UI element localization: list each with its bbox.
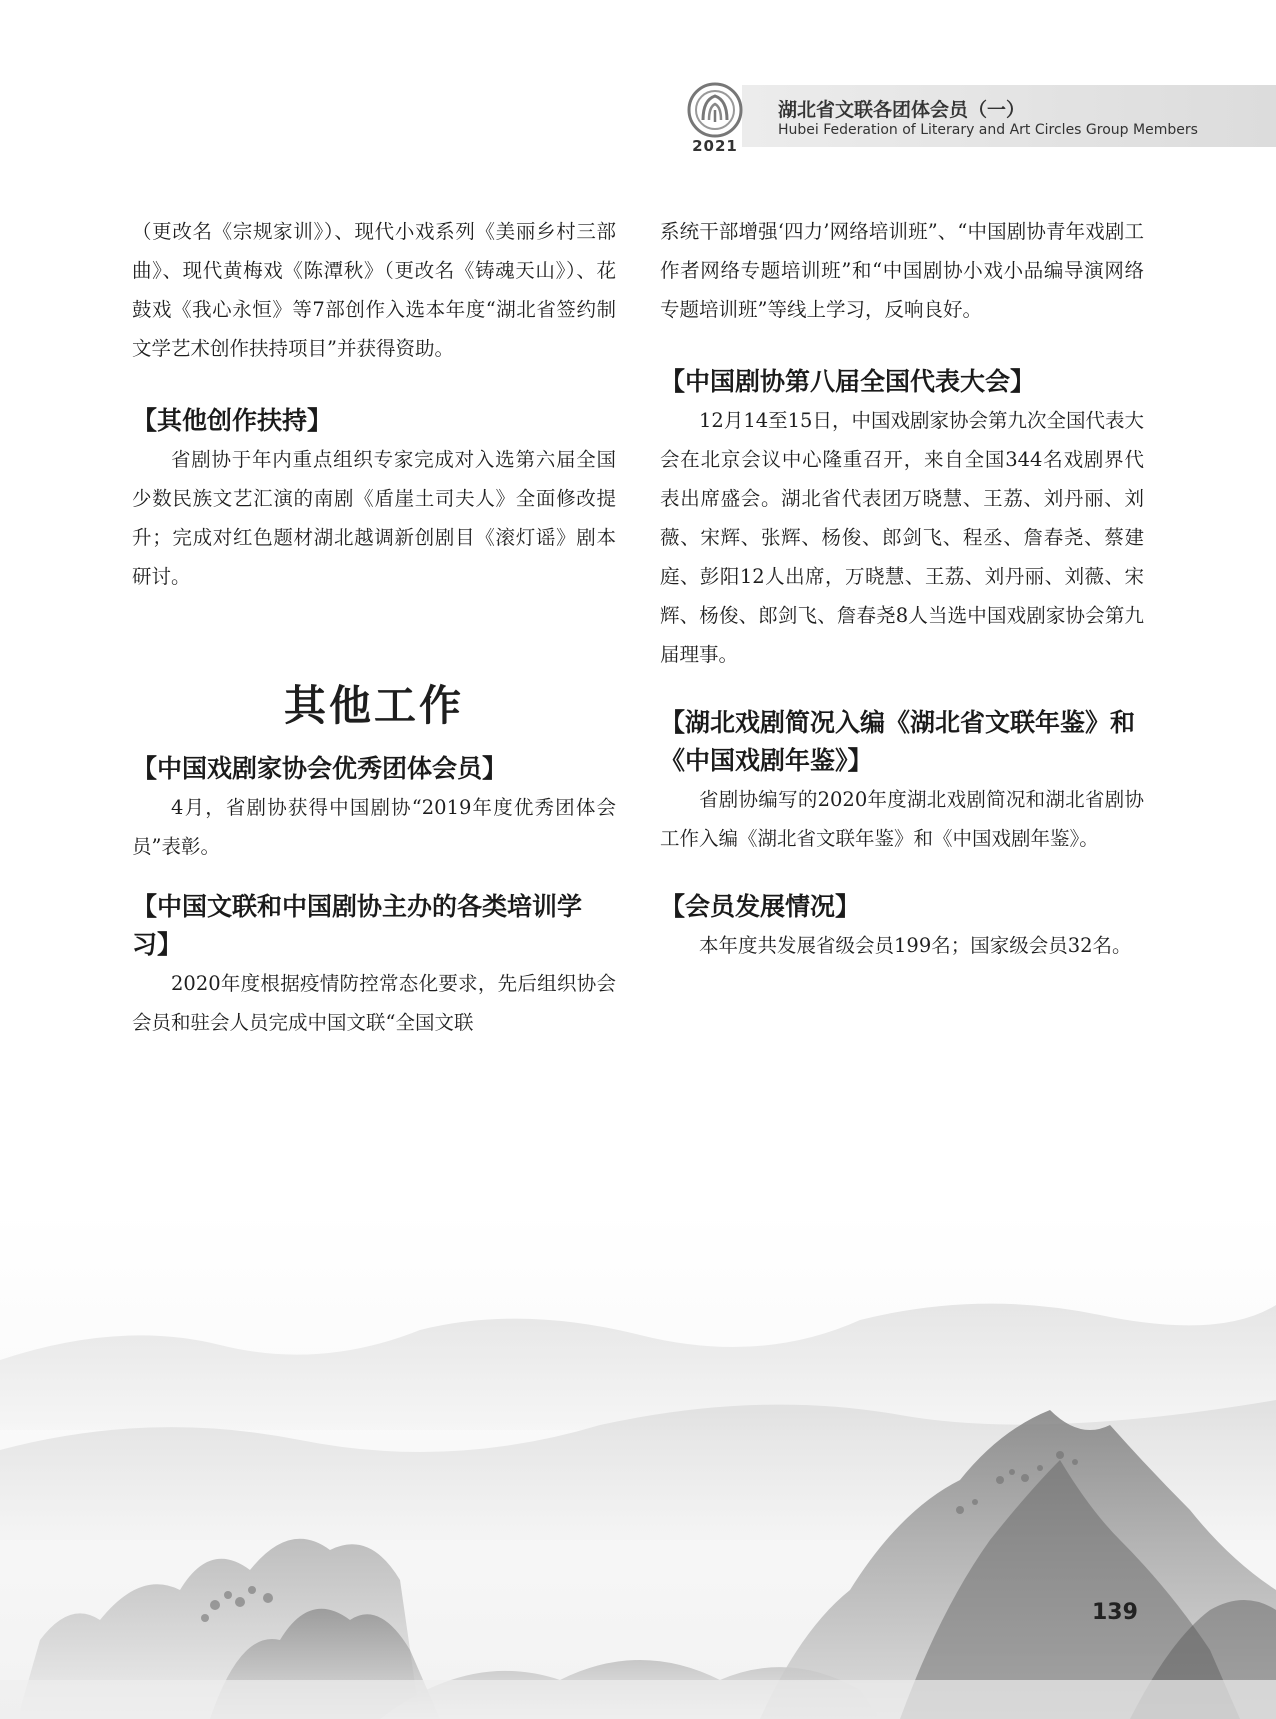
header-title: 湖北省文联各团体会员（一）: [778, 99, 1026, 121]
paragraph-continued: （更改名《宗规家训》）、现代小戏系列《美丽乡村三部曲》、现代黄梅戏《陈潭秋》（更改名《铸魂天山》）、花鼓戏《我心永恒》等7部创作入选本年度“湖北省签约制文学艺术创作扶持项目”并获得资助。: [132, 220, 616, 360]
heading-excellent-member: 【中国戏剧家协会优秀团体会员】: [132, 754, 508, 783]
paragraph-other-support: 省剧协于年内重点组织专家完成对入选第六届全国少数民族文艺汇演的南剧《盾崖土司夫人》全面修改提升；完成对红色题材湖北越调新创剧目《滚灯谣》剧本研讨。: [132, 448, 616, 588]
paragraph-training: 2020年度根据疫情防控常态化要求，先后组织协会会员和驻会人员完成中国文联“全国文联: [132, 972, 616, 1034]
paragraph-excellent-member: 4月，省剧协获得中国剧协“2019年度优秀团体会员”表彰。: [132, 796, 616, 858]
ink-landscape-image: [0, 1210, 1276, 1719]
heading-member-development: 【会员发展情况】: [660, 892, 861, 921]
page-number: 139: [1092, 1600, 1138, 1625]
paragraph-training-continued: 系统干部增强‘四力’网络培训班”、“中国剧协青年戏剧工作者网络专题培训班”和“中国剧协小戏小品编导演网络专题培训班”等线上学习，反响良好。: [660, 220, 1144, 321]
heading-other-support: 【其他创作扶持】: [132, 406, 333, 435]
heading-training: 【中国文联和中国剧协主办的各类培训学习】: [132, 892, 583, 959]
paragraph-congress: 12月14至15日，中国戏剧家协会第九次全国代表大会在北京会议中心隆重召开，来自全国344名戏剧界代表出席盛会。湖北省代表团万晓慧、王荔、刘丹丽、刘薇、宋辉、张辉、杨俊、郎剑飞、程丞、詹春尧、蔡建庭、彭阳12人出席，万晓慧、王荔、刘丹丽、刘薇、宋辉、杨俊、郎剑飞、詹春尧8人当选中国戏剧家协会第九届理事。: [660, 409, 1144, 666]
paragraph-member-development: 本年度共发展省级会员199名；国家级会员32名。: [699, 934, 1132, 957]
right-column: [660, 212, 1144, 965]
header-year: 2021: [692, 137, 738, 155]
paragraph-yearbook: 省剧协编写的2020年度湖北戏剧简况和湖北省剧协工作入编《湖北省文联年鉴》和《中国戏剧年鉴》。: [660, 788, 1144, 850]
heading-congress: 【中国剧协第八届全国代表大会】: [660, 367, 1036, 396]
section-title: 其他工作: [283, 681, 464, 730]
federation-emblem-icon: [685, 80, 745, 140]
heading-yearbook: 【湖北戏剧简况入编《湖北省文联年鉴》和《中国戏剧年鉴》】: [660, 708, 1136, 775]
left-column: [132, 212, 616, 1042]
header-subtitle: Hubei Federation of Literary and Art Circles Group Members: [778, 122, 1198, 138]
